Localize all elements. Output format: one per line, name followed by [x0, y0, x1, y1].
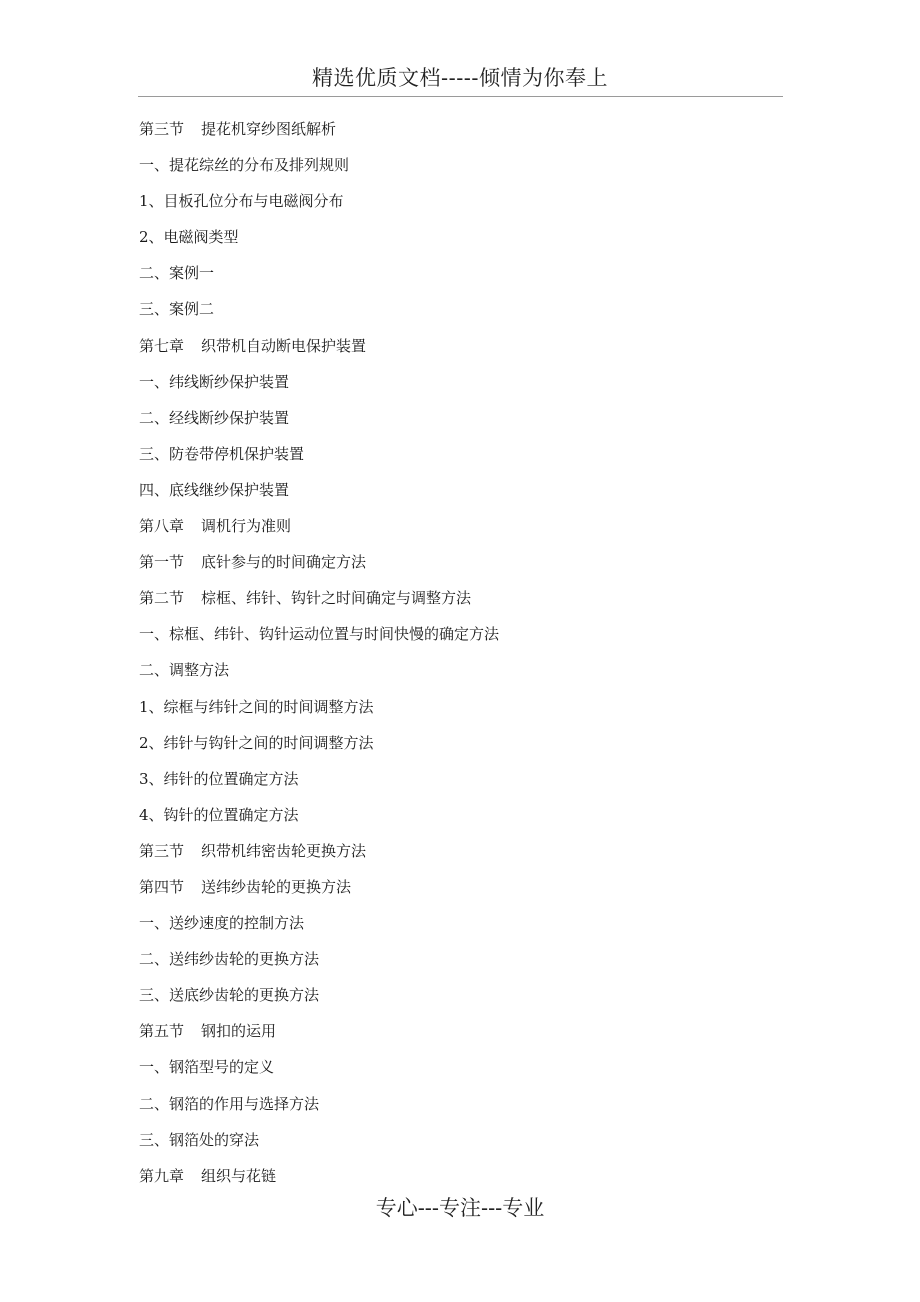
- toc-line-number: 第九章: [139, 1166, 185, 1185]
- toc-line-text: 二、调整方法: [139, 661, 230, 680]
- toc-line-text: 二、案例一: [139, 264, 215, 283]
- toc-line: [139, 188, 499, 224]
- toc-line: [139, 874, 499, 910]
- toc-line: [139, 1091, 499, 1127]
- page-footer: 专心---专注---专业: [375, 1196, 545, 1220]
- toc-line: [139, 513, 499, 549]
- toc-line-number: 第一节: [139, 553, 185, 572]
- toc-line: [139, 152, 499, 188]
- toc-line-text: 二、经线断纱保护装置: [139, 408, 290, 427]
- toc-line: [139, 224, 499, 260]
- toc-line: [139, 116, 499, 152]
- toc-line-text: 一、提花综丝的分布及排列规则: [139, 156, 350, 175]
- toc-line-text: 三、钢箔处的穿法: [139, 1130, 260, 1149]
- toc-line: [139, 1054, 499, 1090]
- toc-line-text: 组织与花链: [201, 1166, 277, 1185]
- toc-line-text: 织带机纬密齿轮更换方法: [201, 841, 367, 860]
- toc-line: [139, 441, 499, 477]
- toc-line: [139, 802, 499, 838]
- toc-line-number: 第二节: [139, 589, 185, 608]
- toc-line-number: 第五节: [139, 1022, 185, 1041]
- toc-line-text: 3、纬针的位置确定方法: [139, 769, 299, 788]
- toc-line: [139, 1127, 499, 1163]
- toc-line-number: 第三节: [139, 841, 185, 860]
- toc-line-text: 1、综框与纬针之间的时间调整方法: [139, 697, 374, 716]
- toc-line-number: 第四节: [139, 877, 185, 896]
- toc-line-number: 第七章: [139, 336, 185, 355]
- header-divider: [138, 96, 783, 97]
- toc-line-text: 一、棕框、纬针、钩针运动位置与时间快慢的确定方法: [139, 625, 500, 644]
- toc-line-text: 底针参与的时间确定方法: [201, 553, 367, 572]
- toc-line-number: 第三节: [139, 120, 185, 138]
- toc-line-text: 一、钢箔型号的定义: [139, 1058, 275, 1077]
- toc-line-text: 1、目板孔位分布与电磁阀分布: [139, 192, 344, 211]
- toc-line-text: 四、底线继纱保护装置: [139, 480, 290, 499]
- toc-line-text: 三、防卷带停机保护装置: [139, 444, 305, 463]
- toc-line: [139, 333, 499, 369]
- toc-line: [139, 838, 499, 874]
- toc-line: [139, 657, 499, 693]
- toc-line: [139, 296, 499, 332]
- toc-line-text: 二、钢箔的作用与选择方法: [139, 1094, 320, 1113]
- toc-line: [139, 766, 499, 802]
- toc-line-text: 2、电磁阀类型: [139, 228, 239, 247]
- toc-line: [139, 477, 499, 513]
- toc-line-text: 织带机自动断电保护装置: [201, 336, 367, 355]
- toc-line-text: 二、送纬纱齿轮的更换方法: [139, 950, 320, 969]
- page-header: 精选优质文档-----倾情为你奉上: [312, 66, 608, 90]
- toc-line-text: 钢扣的运用: [201, 1022, 277, 1041]
- toc-line-text: 送纬纱齿轮的更换方法: [201, 877, 352, 896]
- toc-line-text: 2、纬针与钩针之间的时间调整方法: [139, 733, 374, 752]
- toc-line-text: 棕框、纬针、钩针之时间确定与调整方法: [201, 589, 472, 608]
- toc-line: [139, 405, 499, 441]
- table-of-contents: [139, 116, 499, 1199]
- toc-line-number: 第八章: [139, 517, 185, 536]
- toc-line: [139, 982, 499, 1018]
- toc-line: [139, 369, 499, 405]
- toc-line: [139, 730, 499, 766]
- toc-line-text: 4、钩针的位置确定方法: [139, 805, 299, 824]
- toc-line-text: 三、案例二: [139, 300, 215, 319]
- toc-line-text: 调机行为准则: [201, 517, 292, 536]
- toc-line: [139, 585, 499, 621]
- toc-line: [139, 910, 499, 946]
- toc-line-text: 三、送底纱齿轮的更换方法: [139, 986, 320, 1005]
- toc-line: [139, 946, 499, 982]
- toc-line: [139, 260, 499, 296]
- toc-line: [139, 621, 499, 657]
- toc-line: [139, 1018, 499, 1054]
- toc-line-text: 一、送纱速度的控制方法: [139, 914, 305, 933]
- toc-line: [139, 694, 499, 730]
- toc-line-text: 提花机穿纱图纸解析: [201, 120, 337, 138]
- toc-line: [139, 549, 499, 585]
- toc-line-text: 一、纬线断纱保护装置: [139, 372, 290, 391]
